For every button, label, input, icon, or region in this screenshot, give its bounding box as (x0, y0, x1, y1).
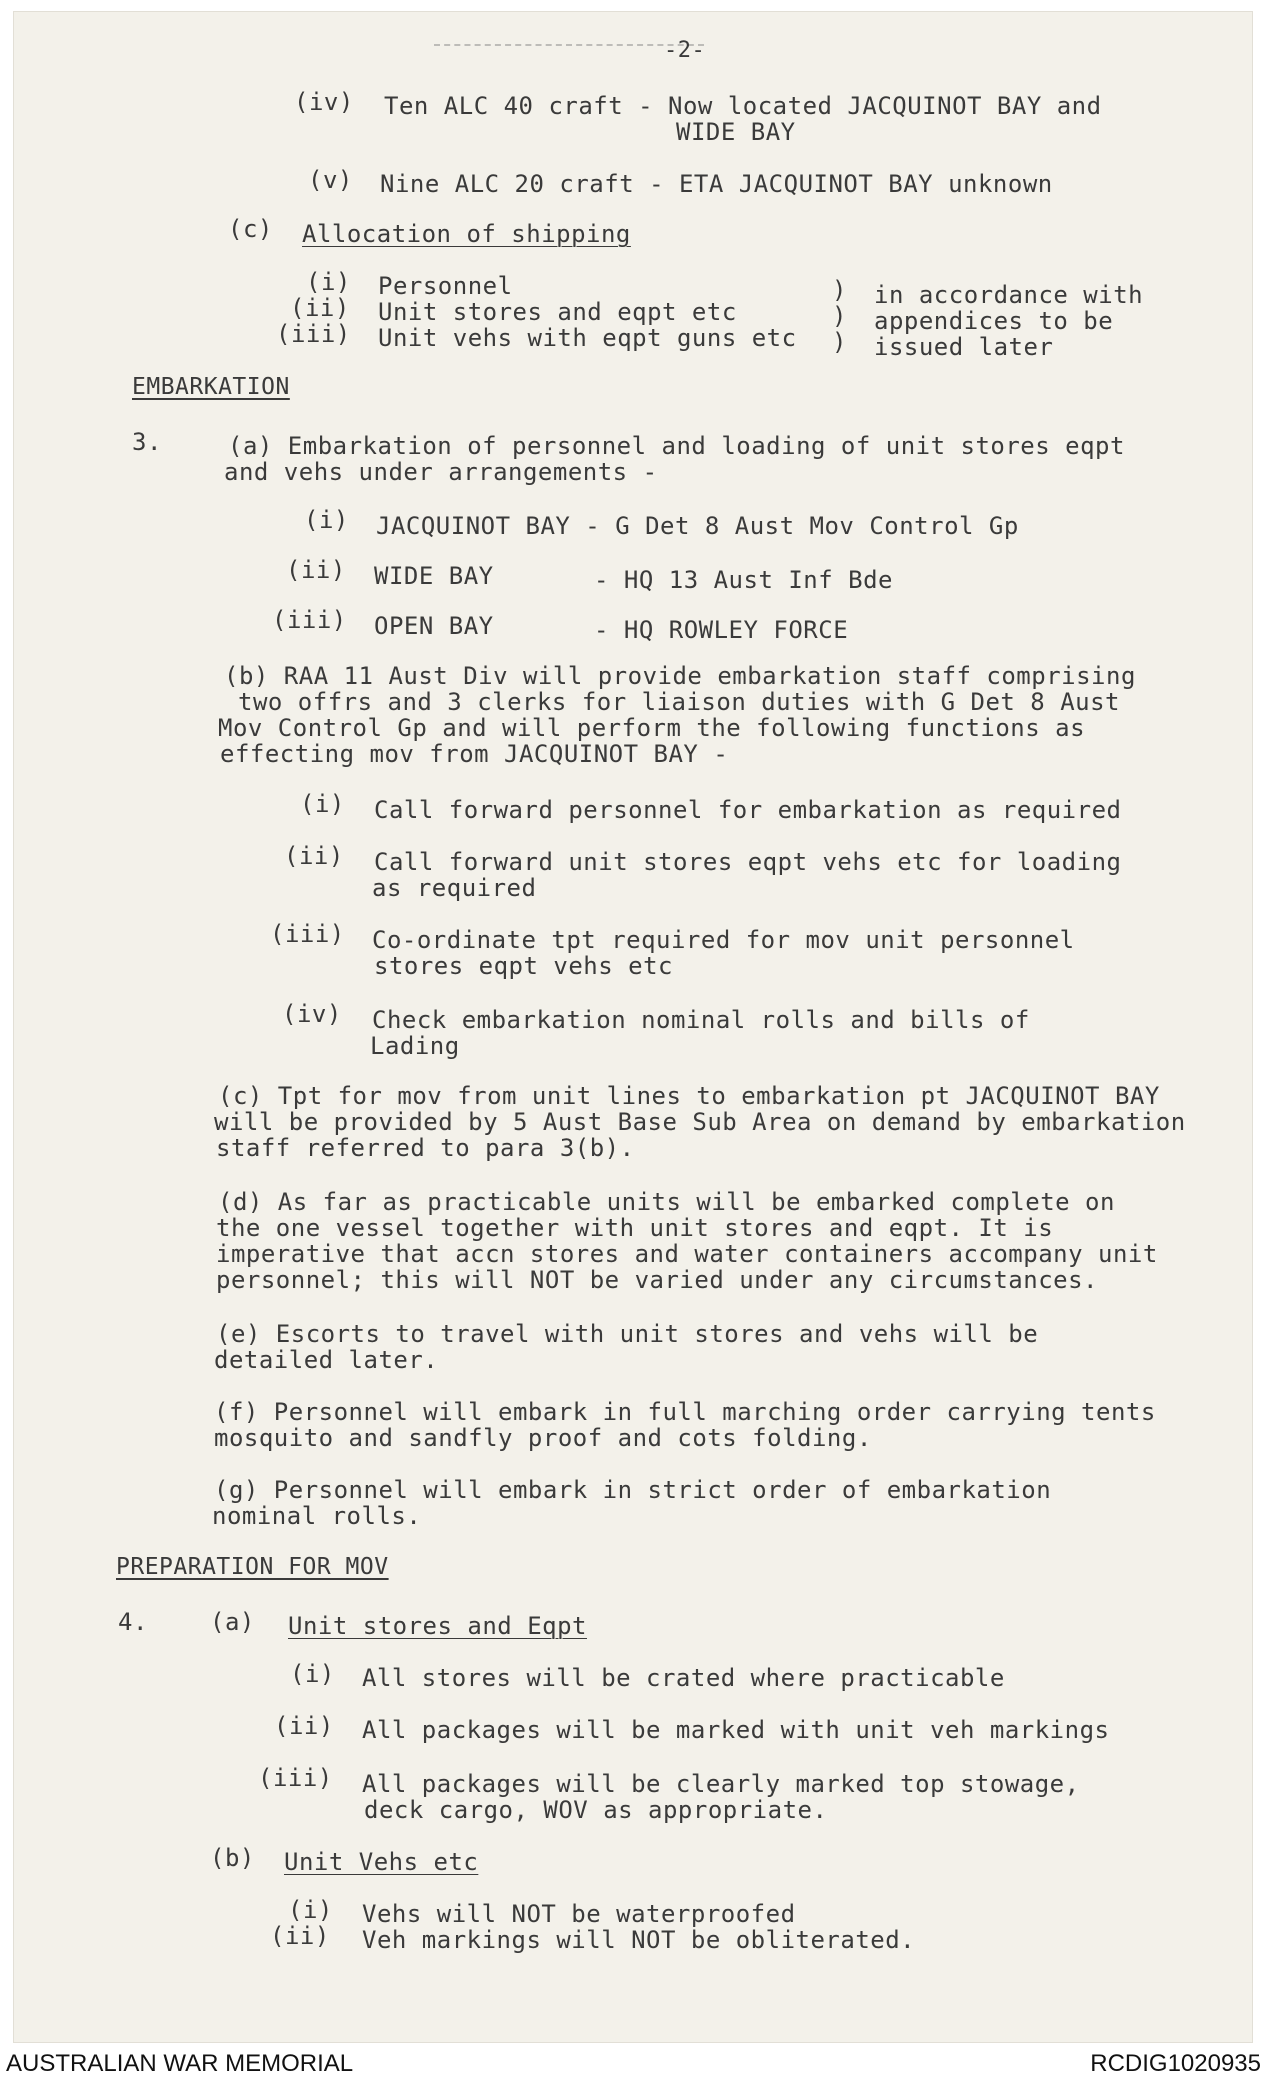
line-text: Nine ALC 20 craft - ETA JACQUINOT BAY unknown (380, 170, 1053, 198)
line-label: (b) (210, 1844, 255, 1872)
section-subheading: Unit stores and Eqpt (288, 1612, 587, 1640)
para-number: 4. (118, 1608, 148, 1636)
line-text: WIDE BAY (676, 118, 796, 146)
line-text: (c) Tpt for mov from unit lines to embarkation pt JACQUINOT BAY (218, 1082, 1160, 1110)
line-text: Co-ordinate tpt required for mov unit personnel (372, 926, 1075, 954)
line-label: (ii) (284, 842, 344, 870)
section-heading-preparation: PREPARATION FOR MOV (116, 1554, 389, 1580)
line-text: All packages will be marked with unit veh markings (362, 1716, 1110, 1744)
line-label: (ii) (286, 556, 346, 584)
line-text: Unit vehs with eqpt guns etc (378, 324, 797, 352)
line-text: (d) As far as practicable units will be embarked complete on (218, 1188, 1115, 1216)
line-text: stores eqpt vehs etc (374, 952, 673, 980)
line-text: JACQUINOT BAY - G Det 8 Aust Mov Control Gp (376, 512, 1019, 540)
bracket: ) (832, 328, 847, 356)
line-label: (ii) (290, 294, 350, 322)
line-text: Lading (370, 1032, 460, 1060)
bracket: ) (832, 276, 847, 304)
line-text: two offrs and 3 clerks for liaison duties with G Det 8 Aust (238, 688, 1121, 716)
line-text: Ten ALC 40 craft - Now located JACQUINOT BAY and (384, 92, 1102, 120)
line-text: Veh markings will NOT be obliterated. (362, 1926, 916, 1954)
line-text: nominal rolls. (212, 1502, 422, 1530)
line-text: effecting mov from JACQUINOT BAY - (220, 740, 729, 768)
para-number: 3. (132, 428, 162, 456)
line-text: (e) Escorts to travel with unit stores and vehs will be (216, 1320, 1039, 1348)
line-text: (f) Personnel will embark in full marching order carrying tents (214, 1398, 1156, 1426)
line-label: (a) (210, 1608, 255, 1636)
page-number: -2- (664, 38, 706, 63)
footer-archive-name: AUSTRALIAN WAR MEMORIAL (6, 2050, 354, 2077)
line-label: (i) (290, 1660, 335, 1688)
line-text: imperative that accn stores and water containers accompany unit (216, 1240, 1158, 1268)
line-text: Call forward unit stores eqpt vehs etc for loading (374, 848, 1122, 876)
line-text: the one vessel together with unit stores and eqpt. It is (216, 1214, 1054, 1242)
line-text: Unit stores and eqpt etc (378, 298, 737, 326)
line-text: and vehs under arrangements - (224, 458, 658, 486)
line-text: issued later (874, 333, 1054, 361)
line-text: mosquito and sandfly proof and cots folding. (214, 1424, 872, 1452)
line-label: (v) (308, 166, 353, 194)
line-text: - HQ 13 Aust Inf Bde (594, 566, 893, 594)
section-subheading: Allocation of shipping (302, 220, 631, 248)
line-text: Mov Control Gp and will perform the following functions as (218, 714, 1086, 742)
line-text: Personnel (378, 272, 513, 300)
line-text: Call forward personnel for embarkation as required (374, 796, 1122, 824)
line-label: (i) (306, 268, 351, 296)
line-label: (iii) (270, 920, 345, 948)
line-label: (i) (304, 506, 349, 534)
line-text: detailed later. (214, 1346, 439, 1374)
line-text: as required (372, 874, 537, 902)
line-text: Vehs will NOT be waterproofed (362, 1900, 796, 1928)
line-text: personnel; this will NOT be varied under any circumstances. (216, 1266, 1099, 1294)
line-text: deck cargo, WOV as appropriate. (364, 1796, 828, 1824)
line-label: (iv) (282, 1000, 342, 1028)
line-text: - HQ ROWLEY FORCE (594, 616, 849, 644)
section-heading-embarkation: EMBARKATION (132, 374, 290, 400)
line-text: OPEN BAY (374, 612, 494, 640)
line-text: (b) RAA 11 Aust Div will provide embarkation staff comprising (224, 662, 1136, 690)
line-label: (ii) (274, 1712, 334, 1740)
line-text: appendices to be (874, 307, 1114, 335)
line-text: All packages will be clearly marked top stowage, (362, 1770, 1080, 1798)
line-label: (i) (288, 1896, 333, 1924)
line-text: staff referred to para 3(b). (216, 1134, 635, 1162)
line-label: (ii) (270, 1922, 330, 1950)
footer-record-id: RCDIG1020935 (1090, 2050, 1261, 2077)
line-label: (i) (300, 790, 345, 818)
line-label: (c) (228, 215, 273, 243)
line-text: (g) Personnel will embark in strict order of embarkation (214, 1476, 1052, 1504)
bracket: ) (832, 302, 847, 330)
line-text: in accordance with (874, 281, 1144, 309)
line-text: WIDE BAY (374, 562, 494, 590)
line-label: (iv) (294, 88, 354, 116)
line-text: All stores will be crated where practicable (362, 1664, 1005, 1692)
section-subheading: Unit Vehs etc (284, 1848, 479, 1876)
line-text: will be provided by 5 Aust Base Sub Area on demand by embarkation (214, 1108, 1186, 1136)
line-label: (iii) (276, 320, 351, 348)
line-text: (a) Embarkation of personnel and loading of unit stores eqpt (228, 432, 1125, 460)
line-label: (iii) (258, 1764, 333, 1792)
line-label: (iii) (272, 606, 347, 634)
line-text: Check embarkation nominal rolls and bills of (372, 1006, 1030, 1034)
